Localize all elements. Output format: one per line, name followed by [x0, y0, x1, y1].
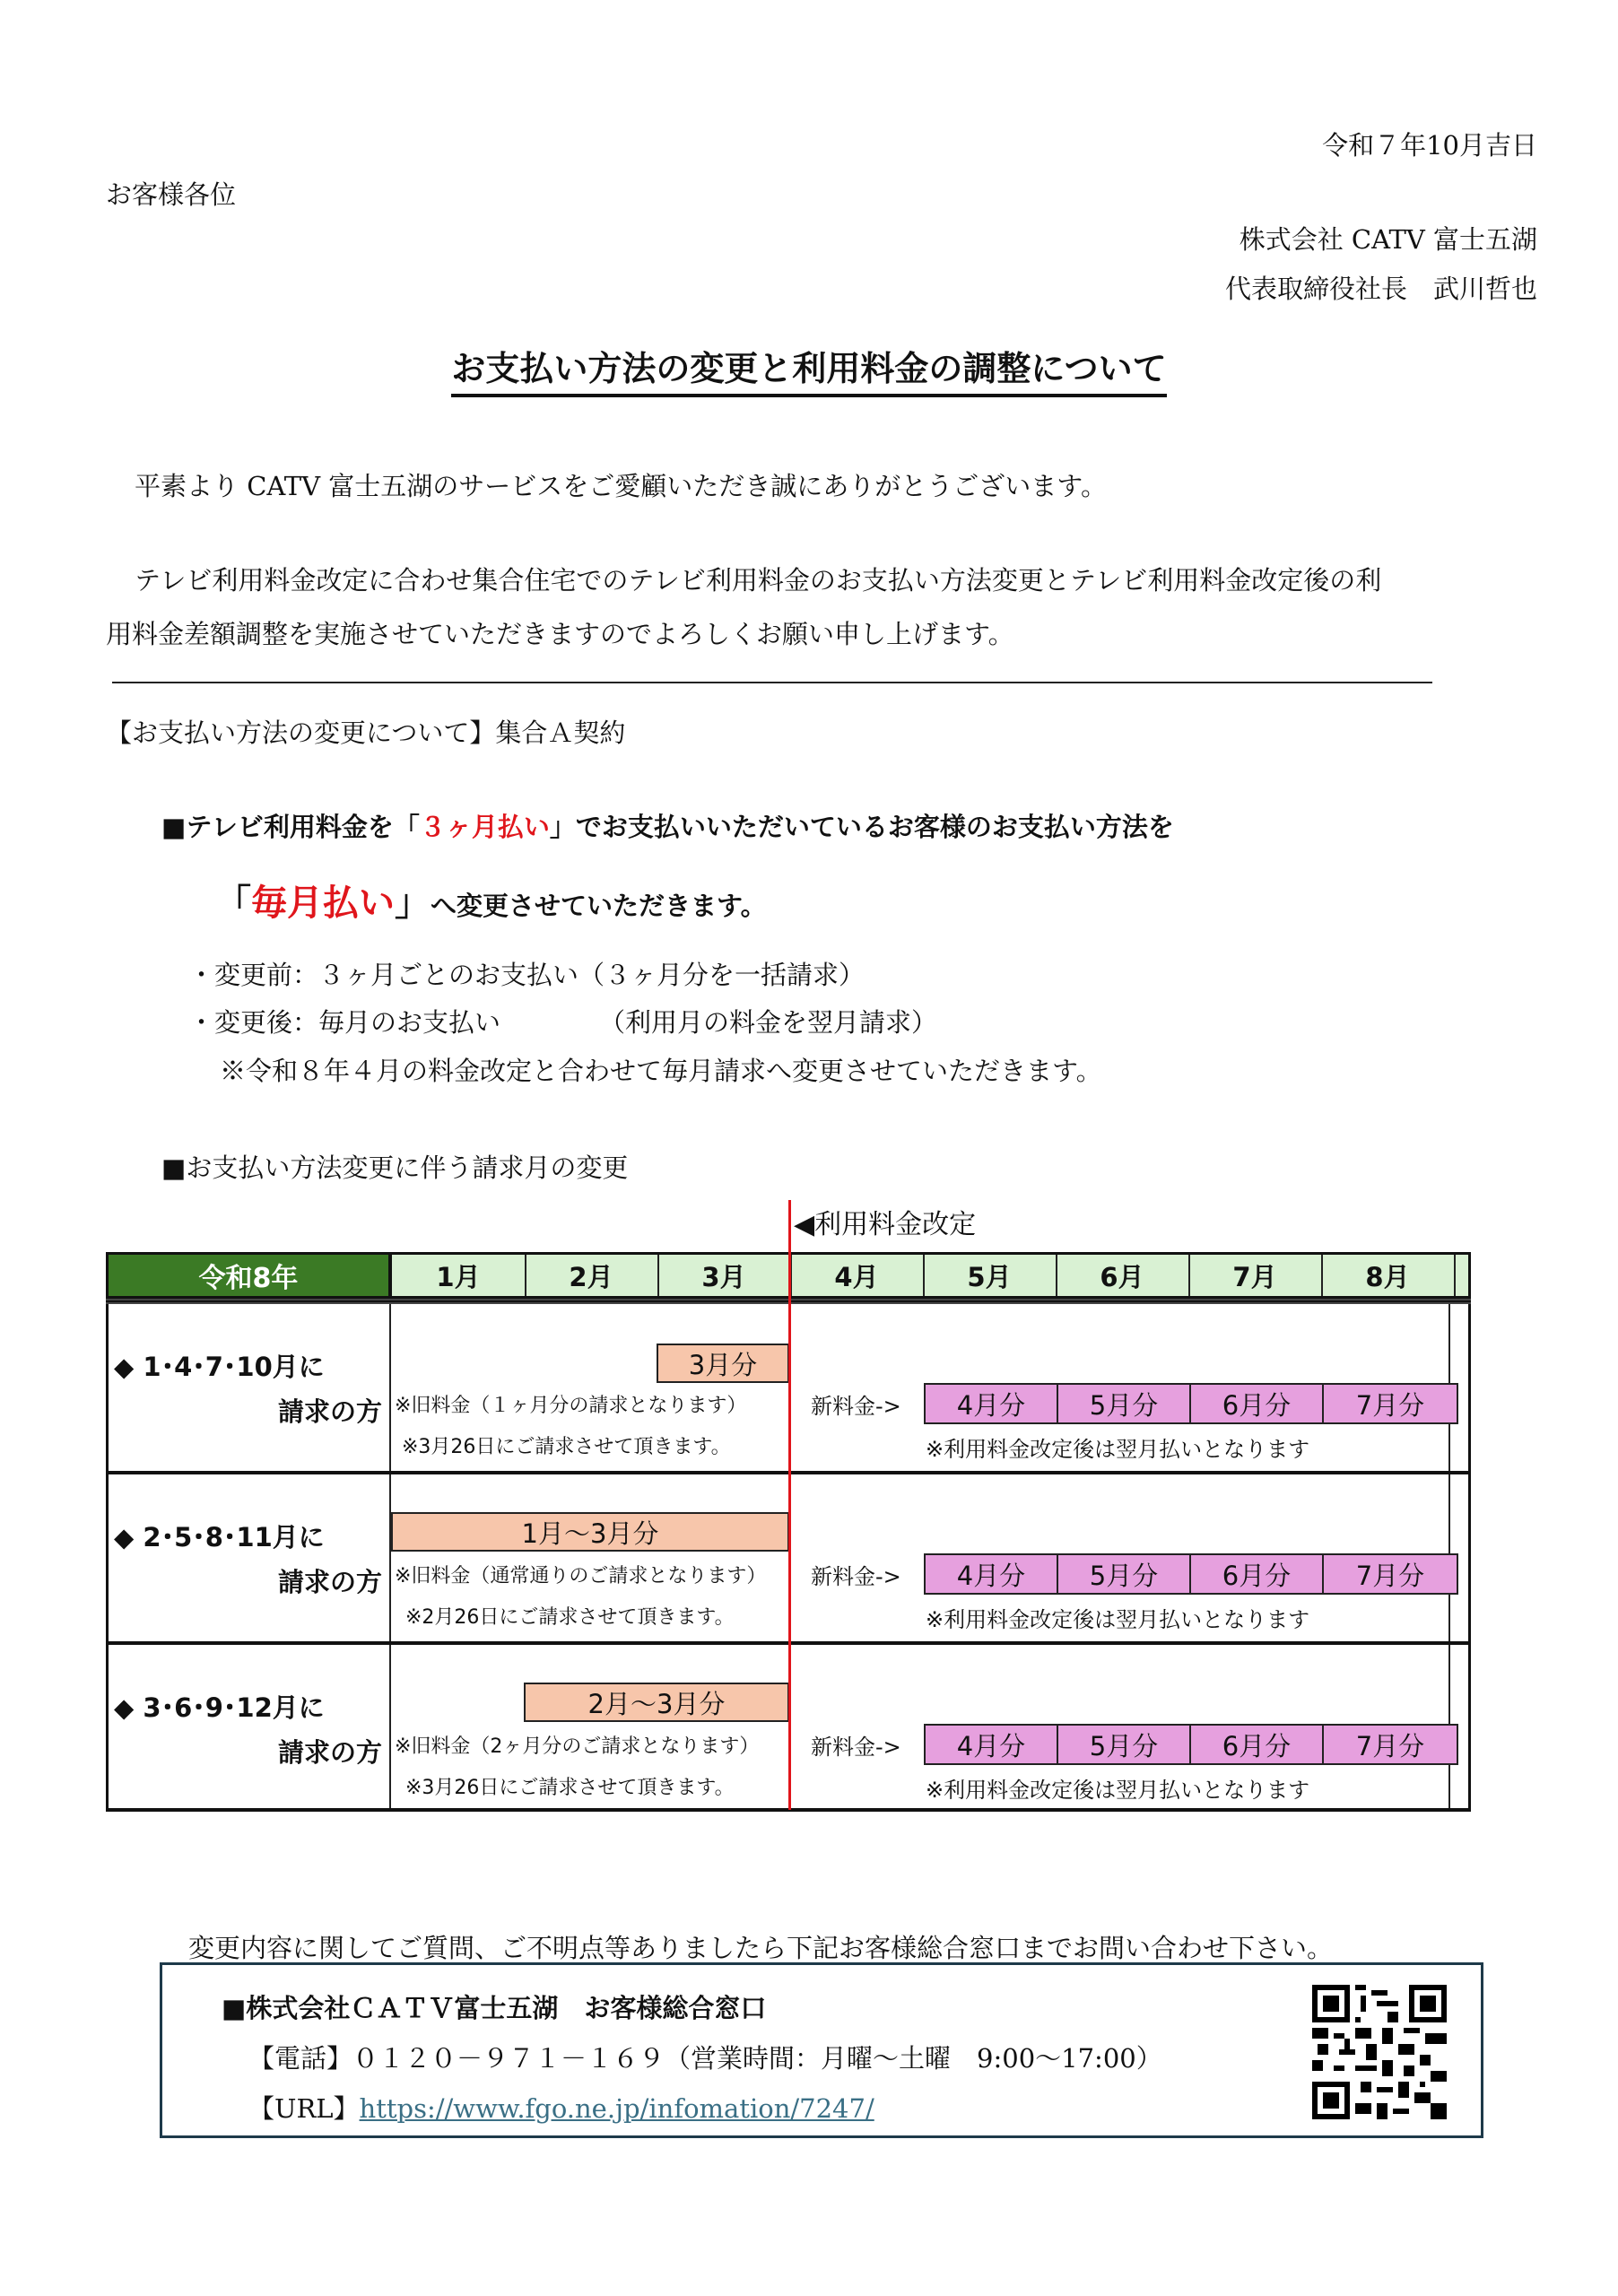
contact-box: [160, 1962, 1483, 2138]
new-fee-note: ※利用料金改定後は翌月払いとなります: [926, 1778, 1310, 1803]
old-fee-bar: 3月分: [657, 1344, 789, 1383]
contact-phone: 【電話】０１２０－９７１－１６９（営業時間：月曜～土曜 9:00～17:00）: [248, 2043, 1162, 2074]
month-header: 5月: [923, 1255, 1057, 1296]
old-fee-note: ※旧料金（2ヶ月分のご請求となります）: [395, 1735, 760, 1758]
revision-divider-line: [788, 1200, 791, 1810]
new-fee-label: 新料金->: [811, 1735, 901, 1760]
section-heading-billing-month: ■お支払い方法変更に伴う請求月の変更: [161, 1152, 629, 1183]
new-fee-bar: 6月分: [1191, 1726, 1324, 1763]
revision-marker: ◀利用料金改定: [794, 1209, 977, 1240]
month-header: 4月: [790, 1255, 925, 1296]
payment-change-notice: ■テレビ利用料金を「３ヶ月払い」でお支払いいただいているお客様のお支払い方法を: [161, 812, 1174, 842]
representative: 代表取締役社長 武川哲也: [1224, 274, 1537, 304]
new-payment-highlight: 毎月払い: [251, 883, 395, 924]
contact-title: ■株式会社ＣＡＴＶ富士五湖 お客様総合窓口: [222, 1993, 767, 2023]
new-fee-bar: 4月分: [926, 1726, 1058, 1763]
new-fee-bar: 7月分: [1355, 1389, 1425, 1421]
change-note: ※令和８年４月の料金改定と合わせて毎月請求へ変更させていただきます。: [220, 1056, 1102, 1086]
new-fee-bars: [924, 1724, 1458, 1765]
section-heading-payment-change: 【お支払い方法の変更について】集合Ａ契約: [106, 718, 626, 748]
greeting: 平素より CATV 富士五湖のサービスをご愛顧いただき誠にありがとうございます。: [135, 471, 1107, 501]
new-fee-bar: 6月分: [1191, 1555, 1324, 1593]
new-fee-note: ※利用料金改定後は翌月払いとなります: [926, 1437, 1310, 1462]
new-fee-bars: [924, 1553, 1458, 1595]
old-fee-bar: 1月～3月分: [391, 1512, 789, 1552]
new-payment-notice: 「毎月払い」へ変更させていただきます。: [215, 883, 767, 924]
new-fee-bar: 5月分: [1058, 1726, 1191, 1763]
phone-number[interactable]: ０１２０－９７１－１６９: [352, 2043, 665, 2074]
group-label: ◆ 3･6･9･12月に 請求の方: [106, 1645, 391, 1808]
month-header: 6月: [1056, 1255, 1190, 1296]
new-fee-bar: 7月分: [1355, 1560, 1425, 1591]
old-fee-note: ※旧料金（１ヶ月分の請求となります）: [395, 1395, 747, 1417]
company-name: 株式会社 CATV 富士五湖: [1239, 224, 1537, 255]
new-fee-bar: 4月分: [926, 1555, 1058, 1593]
new-fee-bar: 4月分: [926, 1385, 1058, 1422]
group-label: ◆ 2･5･8･11月に 請求の方: [106, 1474, 391, 1641]
new-fee-bar: 7月分: [1355, 1730, 1425, 1761]
billing-date-note: ※3月26日にご請求させて頂きます。: [402, 1436, 731, 1458]
billing-date-note: ※2月26日にご請求させて頂きます。: [405, 1606, 735, 1629]
inquiry-text: 変更内容に関してご質問、ご不明点等ありましたら下記お客様総合窓口までお問い合わせ下さい。: [188, 1933, 1334, 1963]
month-header: 7月: [1188, 1255, 1323, 1296]
after-change-item: ・変更後：毎月のお支払い （利用月の料金を翌月請求）: [188, 1007, 938, 1038]
month-header-row: [389, 1252, 1471, 1299]
year-header: 令和8年: [106, 1252, 391, 1299]
issue-date: 令和７年10月吉日: [1322, 130, 1537, 161]
info-url-link[interactable]: https://www.fgo.ne.jp/infomation/7247/: [359, 2093, 874, 2124]
new-fee-bar: 5月分: [1058, 1385, 1191, 1422]
old-fee-bar: 2月～3月分: [524, 1683, 789, 1722]
qr-code-icon[interactable]: [1312, 1985, 1447, 2119]
contact-url: 【URL】https://www.fgo.ne.jp/infomation/7247/: [248, 2093, 874, 2124]
new-fee-bars: [924, 1383, 1458, 1424]
section-divider: [112, 682, 1432, 683]
recipient: お客様各位: [106, 179, 237, 210]
month-header: 1月: [392, 1255, 526, 1296]
before-change-item: ・変更前：３ヶ月ごとのお支払い（３ヶ月分を一括請求）: [188, 960, 866, 990]
month-header: 8月: [1321, 1255, 1456, 1296]
new-fee-label: 新料金->: [811, 1564, 901, 1589]
document-title: お支払い方法の変更と利用料金の調整について: [0, 341, 1618, 390]
old-fee-note: ※旧料金（通常通りのご請求となります）: [395, 1565, 767, 1587]
new-fee-bar: 6月分: [1191, 1385, 1324, 1422]
body-paragraph-line-1: テレビ利用料金改定に合わせ集合住宅でのテレビ利用料金のお支払い方法変更とテレビ利用料金改定後の利: [135, 565, 1382, 596]
new-fee-bar: 5月分: [1058, 1555, 1191, 1593]
new-fee-label: 新料金->: [811, 1394, 901, 1419]
billing-date-note: ※3月26日にご請求させて頂きます。: [405, 1777, 735, 1799]
body-paragraph-line-2: 用料金差額調整を実施させていただきますのでよろしくお願い申し上げます。: [106, 619, 1014, 649]
new-fee-note: ※利用料金改定後は翌月払いとなります: [926, 1607, 1310, 1632]
month-header: 2月: [525, 1255, 659, 1296]
old-payment-highlight: ３ヶ月払い: [419, 812, 550, 842]
group-label: ◆ 1･4･7･10月に 請求の方: [106, 1304, 391, 1471]
month-header: 3月: [657, 1255, 792, 1296]
